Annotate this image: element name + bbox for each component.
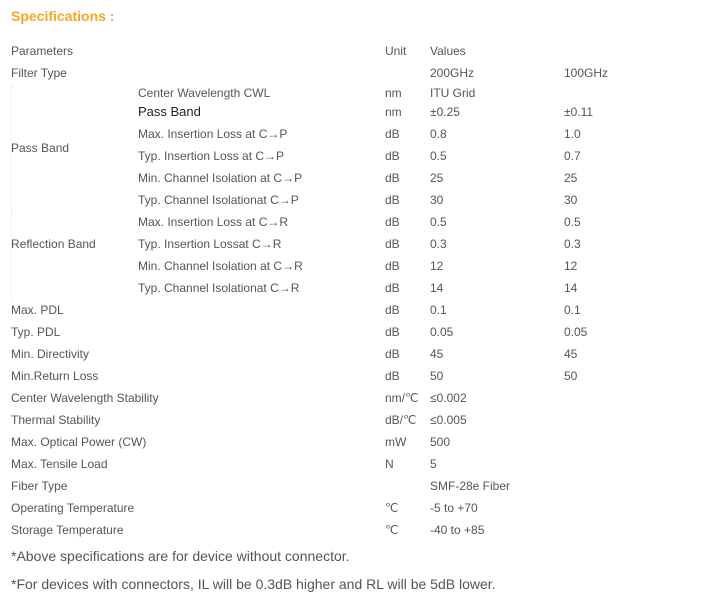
row-value-100ghz: 0.5 [564,215,581,229]
row-value-100ghz: 0.7 [564,149,581,163]
row-value-200ghz: 0.5 [430,149,447,163]
row-unit: nm [385,105,402,119]
row-param: Max. Optical Power (CW) [11,435,147,449]
row-value-100ghz: 1.0 [564,127,581,141]
row-param: Center Wavelength Stability [11,391,159,405]
row-value-100ghz: 45 [564,347,578,361]
row-value-200ghz: 12 [430,259,444,273]
row-value-200ghz: ITU Grid [430,86,476,100]
row-param: Typ. Channel Isolationat C→P [138,193,299,207]
header-unit: Unit [385,44,407,58]
row-value-200ghz: 0.8 [430,127,447,141]
row-value-100ghz: 0.1 [564,303,581,317]
row-value-100ghz: 12 [564,259,578,273]
row-param: Storage Temperature [11,523,124,537]
row-param: Typ. Channel Isolationat C→R [138,281,300,295]
row-unit: ℃ [385,501,399,515]
row-param: Typ. Insertion Loss at C→P [138,149,285,163]
row-unit: nm [385,86,402,100]
row-value-100ghz: 25 [564,171,578,185]
row-value-100ghz: 0.3 [564,237,581,251]
row-unit: dB [385,127,400,141]
row-param: Min. Channel Isolation at C→R [138,259,303,273]
row-unit: dB [385,149,400,163]
row-param: Min. Directivity [11,347,90,361]
footnote-connector-loss: *For devices with connectors, IL will be 0.3dB higher and RL will be 5dB lower. [11,576,496,592]
row-value-200ghz: 30 [430,193,444,207]
row-param: Typ. PDL [11,325,61,339]
reflection-band-divider [11,214,12,300]
row-unit: dB [385,325,400,339]
row-value-100ghz: ±0.11 [564,105,594,119]
row-param: Min. Channel Isolation at C→P [138,171,303,185]
row-value-200ghz: SMF-28e Fiber [430,479,511,493]
row-value-100ghz: 0.05 [564,325,588,339]
row-unit: dB [385,281,400,295]
row-value-100ghz: 30 [564,193,578,207]
row-value-200ghz: -5 to +70 [430,501,478,515]
row-param: Thermal Stability [11,413,101,427]
row-value-200ghz: 50 [430,369,444,383]
row-param: Min.Return Loss [11,369,99,383]
row-unit: dB [385,193,400,207]
row-value-200ghz: 45 [430,347,444,361]
row-value-100ghz: 50 [564,369,578,383]
row-unit: nm/℃ [385,391,419,405]
row-value-200ghz: ±0.25 [430,105,460,119]
row-unit: dB [385,215,400,229]
row-value-200ghz: 5 [430,457,437,471]
row-unit: dB [385,259,400,273]
row-value-200ghz: 0.05 [430,325,454,339]
row-param: Center Wavelength CWL [138,86,271,100]
row-value-200ghz: ≤0.005 [430,413,467,427]
row-param: Fiber Type [11,479,68,493]
row-param: Max. Insertion Loss at C→R [138,215,289,229]
row-value-200ghz: 0.3 [430,237,447,251]
row-value-200ghz: 0.1 [430,303,447,317]
row-value-200ghz: -40 to +85 [430,523,485,537]
row-param: Max. PDL [11,303,64,317]
row-value-200ghz: 14 [430,281,444,295]
row-value-200ghz: ≤0.002 [430,391,467,405]
group-label-reflection-band: Reflection Band [11,237,96,251]
filter-type-label: Filter Type [11,66,67,80]
row-unit: N [385,457,394,471]
specifications-heading: Specifications : [11,8,115,24]
row-unit: dB [385,237,400,251]
filter-type-200ghz: 200GHz [430,66,475,80]
footnote-connector: *Above specifications are for device without connector. [11,548,350,564]
row-value-100ghz: 14 [564,281,578,295]
row-unit: dB [385,303,400,317]
row-unit: dB [385,369,400,383]
row-value-200ghz: 0.5 [430,215,447,229]
row-param: Operating Temperature [11,501,135,515]
group-label-pass-band: Pass Band [11,141,70,155]
row-unit: dB/℃ [385,413,417,427]
row-unit: ℃ [385,523,399,537]
row-unit: dB [385,171,400,185]
row-param: Max. Insertion Loss at C→P [138,127,288,141]
row-unit: dB [385,347,400,361]
row-value-200ghz: 500 [430,435,451,449]
header-parameters: Parameters [11,44,74,58]
row-value-200ghz: 25 [430,171,444,185]
filter-type-100ghz: 100GHz [564,66,609,80]
header-values: Values [430,44,466,58]
row-unit: mW [385,435,407,449]
row-param: Max. Tensile Load [11,457,108,471]
row-param: Pass Band [138,104,201,119]
row-param: Typ. Insertion Lossat C→R [138,237,282,251]
